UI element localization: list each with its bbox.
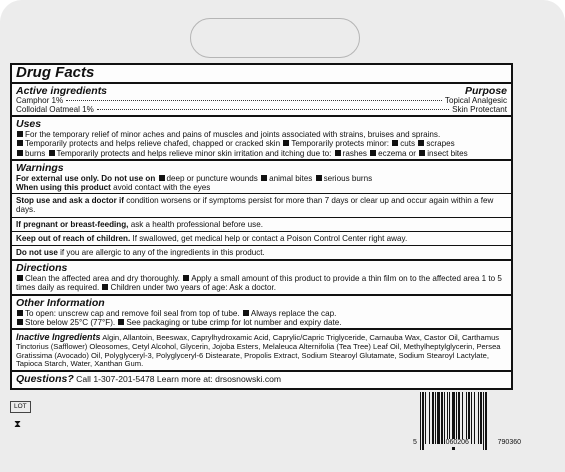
page-title: Drug Facts (16, 64, 95, 81)
bullet-icon (17, 310, 23, 316)
uses-text: eczema or (378, 148, 416, 158)
questions-text: Call 1-307-201-5478 Learn more at: drsosnowski.com (76, 374, 282, 385)
bullet-icon (17, 150, 23, 156)
bullet-icon (17, 319, 23, 325)
active-heading: Active ingredients (16, 85, 108, 97)
uses-text: Temporarily protects and helps relieve minor skin irritation and itching due to: (56, 148, 332, 158)
bullet-icon (102, 284, 108, 290)
keep-out-bold: Keep out of reach of children. (16, 233, 131, 243)
active-purpose: Topical Analgesic (444, 96, 507, 105)
bullet-icon (17, 275, 23, 281)
active-row (16, 106, 507, 115)
uses-line (16, 139, 507, 148)
active-purpose: Skin Protectant (452, 104, 507, 114)
uses-text: rashes (342, 148, 367, 158)
stop-text: condition worsens or if symptoms persist for more than 7 days or clear up and occur again within a few days. (16, 196, 494, 215)
uses-text: scrapes (426, 139, 455, 149)
uses-heading: Uses (16, 118, 42, 131)
pregnancy-text: ask a health professional before use. (130, 219, 263, 229)
uses-line (16, 130, 507, 139)
uses-text: For the temporary relief of minor aches and pains of muscles and joints associated with strains, bruises and sprains. (25, 130, 441, 140)
directions-heading: Directions (16, 262, 68, 275)
inactive-heading: Inactive Ingredients (16, 332, 101, 343)
active-name: Colloidal Oatmeal 1% (16, 104, 94, 114)
drug-facts-panel (10, 63, 513, 390)
leader-dots (66, 100, 442, 101)
other-info-section (12, 296, 511, 330)
direction-text: Children under two years of age: Ask a doctor. (110, 283, 277, 293)
pregnancy-bold: If pregnant or breast-feeding, (16, 219, 129, 229)
warnings-heading: Warnings (16, 161, 64, 174)
bullet-icon (49, 150, 55, 156)
bullet-icon (261, 175, 267, 181)
warning-bold: For external use only. Do not use on (16, 173, 156, 183)
inactive-text: Algin, Allantoin, Beeswax, Caprylhydroxamic Acid, Caprylic/Capric Triglyceride, Carnauba Wax, Castor Oil, Carthamus Tinctorius (Safflower) Oleosomes, Cetyl Alcohol, Glycerin, Jojoba Esters, Melaleuca Alternifolia (Tea Tree) Leaf Oil, Methylheptylglycerin, Persea Gratissima (Avocado) Oil, Polyglyceryl-3, Polyglyceryl-6 Distearate, Propolis Extract, Sodium Stearoyl Glutamate, Sodium Stearoyl Lactylate, Tapioca Starch, Water, Xanthan Gum. (16, 333, 501, 369)
active-name: Camphor 1% (16, 96, 64, 105)
other-text: See packaging or tube crimp for lot number and expiry date. (126, 317, 342, 327)
directions-section (12, 261, 511, 295)
leader-dots (97, 109, 449, 110)
uses-text: Temporarily protects minor: (291, 139, 389, 149)
bullet-icon (118, 319, 124, 325)
bullet-icon (17, 140, 23, 146)
warning-text: serious burns (323, 173, 373, 183)
uses-text: Temporarily protects and helps relieve chafed, chapped or cracked skin (25, 139, 281, 149)
warning-bold: When using this product (16, 183, 111, 192)
bullet-icon (283, 140, 289, 146)
bullet-icon (17, 131, 23, 137)
bullet-icon (183, 275, 189, 281)
bullet-icon (243, 310, 249, 316)
bullet-icon (419, 150, 425, 156)
barcode-group-1: 060206 (445, 439, 469, 446)
direction-text: Clean the affected area and dry thoroughly. (25, 274, 180, 284)
active-ingredients-section (12, 84, 511, 117)
other-text: Always replace the cap. (250, 308, 337, 318)
barcode-prefix: 5 (413, 439, 417, 446)
title-section (12, 65, 511, 84)
bullet-icon (159, 175, 165, 181)
barcode-group-2: 790360 (497, 439, 521, 446)
uses-text: cuts (400, 139, 416, 149)
uses-text: insect bites (427, 148, 468, 158)
allergy-section (12, 246, 511, 261)
keep-out-section (12, 232, 511, 246)
bullet-icon (316, 175, 322, 181)
purpose-heading: Purpose (464, 85, 507, 97)
warning-text: deep or puncture wounds (166, 173, 258, 183)
uses-section (12, 117, 511, 161)
bullet-icon (370, 150, 376, 156)
uses-line (16, 149, 507, 158)
bullet-icon (335, 150, 341, 156)
warning-line (16, 174, 507, 183)
warning-text: avoid contact with the eyes (113, 183, 211, 192)
questions-section (12, 372, 511, 386)
warnings-section (12, 161, 511, 194)
barcode (418, 392, 513, 462)
stop-use-section (12, 194, 511, 217)
stop-bold: Stop use and ask a doctor if (16, 196, 124, 206)
allergy-bold: Do not use (16, 248, 58, 258)
other-text: Store below 25°C (77°F). (25, 317, 116, 327)
hourglass-icon: ⧗ (14, 419, 22, 430)
lot-label: LOT (10, 401, 31, 413)
pregnancy-section (12, 218, 511, 232)
direction-text: Apply a small amount of this product to provide a thin film on to the affected area 1 to 5 times daily as required. (16, 274, 502, 293)
inactive-section (12, 330, 511, 372)
barcode-numbers (412, 439, 522, 447)
keep-out-text: If swallowed, get medical help or contact a Poison Control Center right away. (132, 233, 408, 243)
hang-hole (190, 18, 360, 58)
allergy-text: if you are allergic to any of the ingredients in this product. (60, 248, 265, 258)
bullet-icon (392, 140, 398, 146)
other-text: To open: unscrew cap and remove foil seal from top of tube. (25, 308, 240, 318)
warning-text: animal bites (269, 173, 313, 183)
other-heading: Other Information (16, 296, 105, 309)
uses-text: burns (25, 148, 46, 158)
warning-line (16, 183, 507, 192)
bullet-icon (418, 140, 424, 146)
questions-heading: Questions? (16, 373, 74, 386)
